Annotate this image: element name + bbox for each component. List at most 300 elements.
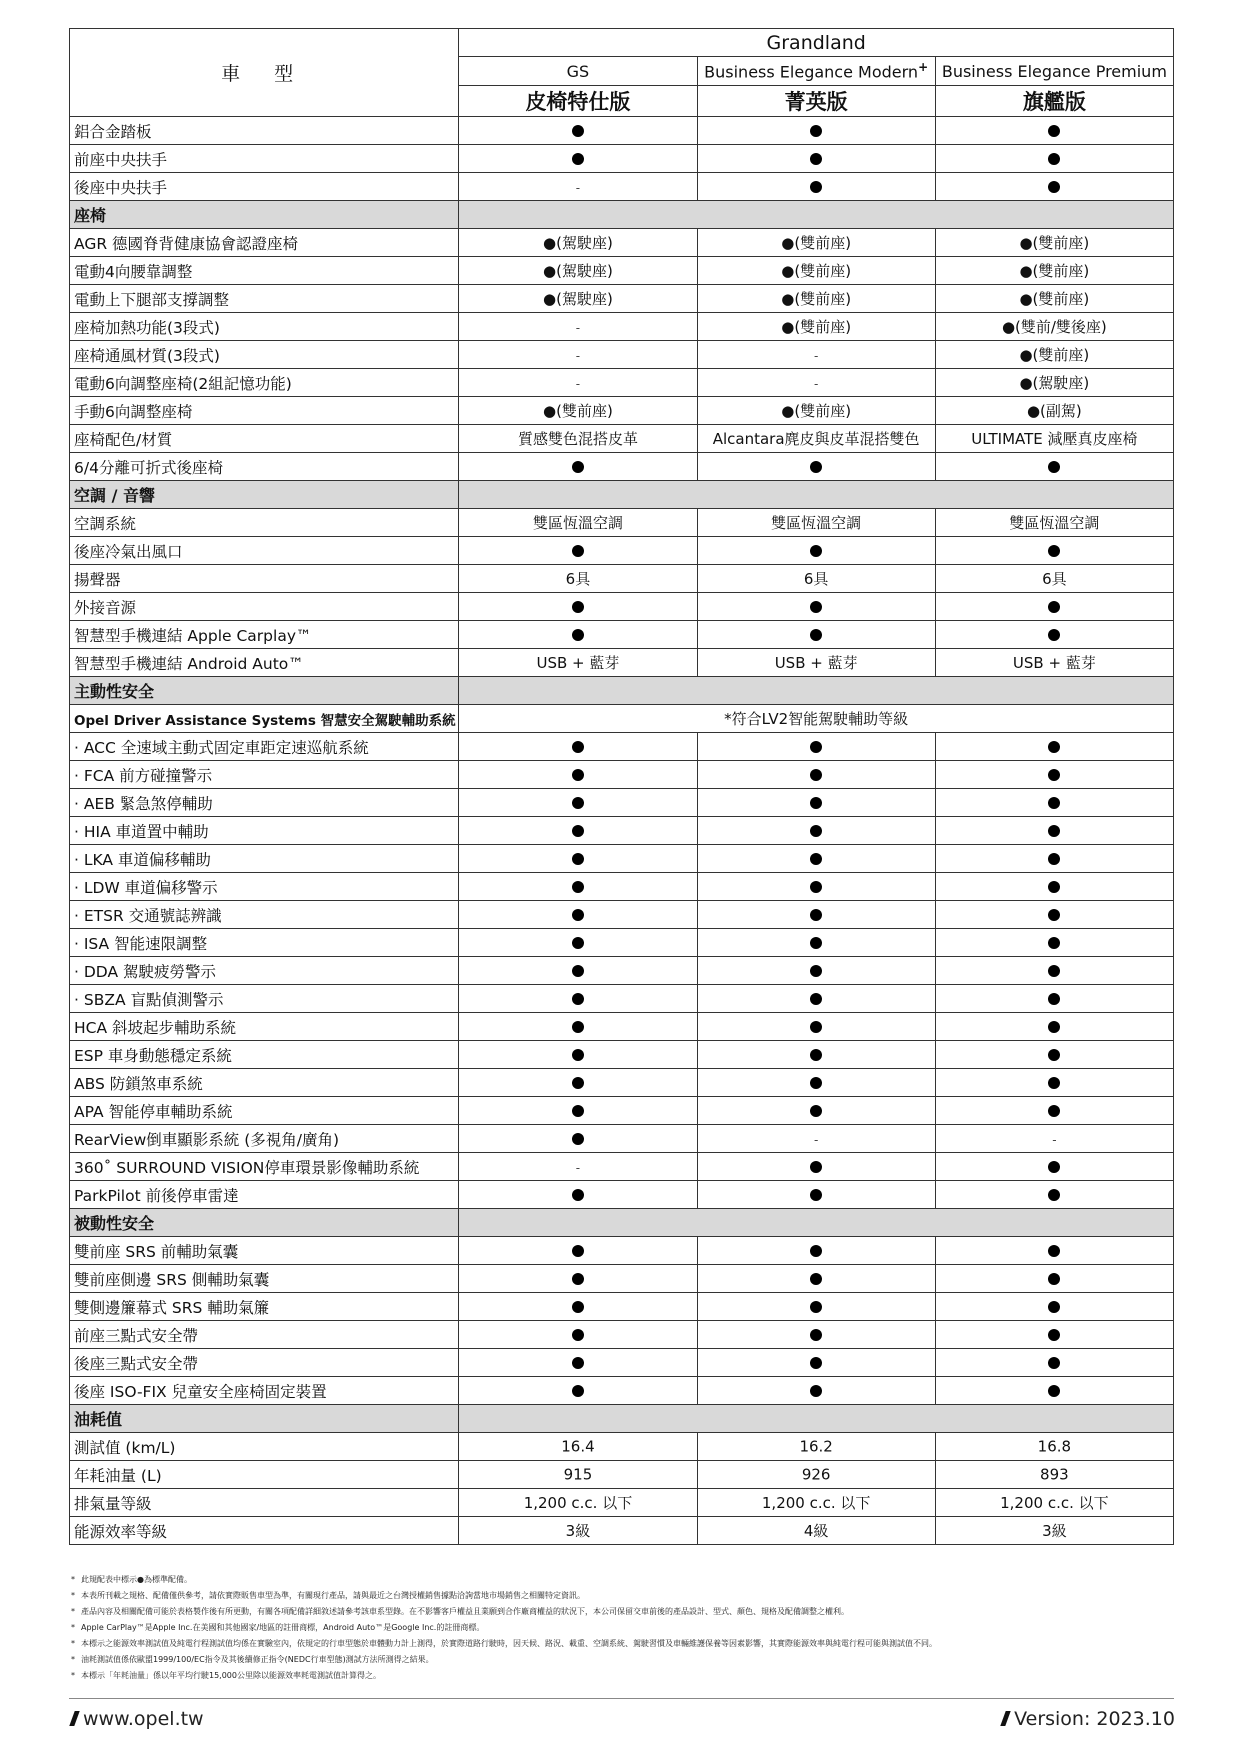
- standard-dot-icon: [1048, 797, 1060, 809]
- feature-value: [697, 1349, 935, 1377]
- standard-dot-icon: [810, 461, 822, 473]
- feature-value: [697, 1181, 935, 1209]
- spec-row: [70, 1237, 1174, 1265]
- feature-value: [697, 229, 935, 257]
- feature-label: ESP 車身動態穩定系統: [70, 1041, 459, 1069]
- feature-value: [935, 873, 1173, 901]
- feature-value: [935, 1517, 1173, 1545]
- value-text: 1,200 c.c. 以下: [761, 1494, 871, 1512]
- spec-row: [70, 1433, 1174, 1461]
- trim-edition-gs: 皮椅特仕版: [459, 86, 697, 117]
- spec-row: [70, 649, 1174, 677]
- trim-edition-modern: 菁英版: [697, 86, 935, 117]
- standard-dot-icon: [572, 769, 584, 781]
- feature-value: [459, 873, 697, 901]
- feature-label: RearView倒車顯影系統 (多視角/廣角): [70, 1125, 459, 1153]
- feature-value: [697, 565, 935, 593]
- feature-value: [935, 817, 1173, 845]
- value-text: ●(雙前座): [543, 402, 613, 420]
- value-text: ●(雙前座): [1019, 346, 1090, 364]
- feature-label: ParkPilot 前後停車雷達: [70, 1181, 459, 1209]
- standard-dot-icon: [810, 965, 822, 977]
- spec-row: [70, 1349, 1174, 1377]
- feature-value: [935, 257, 1173, 285]
- spec-row: [70, 229, 1174, 257]
- feature-value: [697, 1321, 935, 1349]
- feature-value: [459, 593, 697, 621]
- spec-row: [70, 733, 1174, 761]
- standard-dot-icon: [810, 125, 822, 137]
- section-row: [70, 677, 1174, 705]
- feature-value: [459, 1461, 697, 1489]
- feature-value: [935, 453, 1173, 481]
- value-text: ●(駕駛座): [1019, 374, 1090, 392]
- feature-value: [459, 117, 697, 145]
- standard-dot-icon: [1048, 1161, 1060, 1173]
- standard-dot-icon: [572, 629, 584, 641]
- value-text: ●(雙前座): [781, 234, 852, 252]
- section-title: 被動性安全: [70, 1209, 459, 1237]
- feature-value: [697, 537, 935, 565]
- feature-value: [697, 1013, 935, 1041]
- feature-value: [935, 369, 1173, 397]
- feature-value: [697, 369, 935, 397]
- feature-value: [697, 817, 935, 845]
- feature-value: [935, 593, 1173, 621]
- standard-dot-icon: [572, 1021, 584, 1033]
- standard-dot-icon: [572, 937, 584, 949]
- value-text: 16.8: [1037, 1437, 1072, 1456]
- feature-label: 360˚ SURROUND VISION停車環景影像輔助系統: [70, 1153, 459, 1181]
- spec-row: [70, 901, 1174, 929]
- feature-value: [697, 313, 935, 341]
- not-available-dash: -: [575, 180, 581, 195]
- feature-value: [459, 1013, 697, 1041]
- standard-dot-icon: [810, 181, 822, 193]
- standard-dot-icon: [572, 1077, 584, 1089]
- feature-value: [935, 425, 1173, 453]
- standard-dot-icon: [810, 881, 822, 893]
- value-text: ●(雙前座): [781, 318, 852, 336]
- feature-value: [697, 285, 935, 313]
- feature-value: [697, 117, 935, 145]
- value-text: 16.4: [561, 1437, 595, 1456]
- footnote-item: * 此規配表中標示●為標準配備。: [69, 1572, 1174, 1588]
- standard-dot-icon: [1048, 1077, 1060, 1089]
- feature-value: [697, 1377, 935, 1405]
- feature-value: [697, 593, 935, 621]
- standard-dot-icon: [1048, 1105, 1060, 1117]
- feature-value: [935, 845, 1173, 873]
- footer-divider: [69, 1698, 1174, 1699]
- feature-value: [935, 929, 1173, 957]
- standard-dot-icon: [572, 1273, 584, 1285]
- feature-value: [935, 957, 1173, 985]
- feature-value: [935, 1237, 1173, 1265]
- standard-dot-icon: [1048, 769, 1060, 781]
- standard-dot-icon: [572, 993, 584, 1005]
- standard-dot-icon: [1048, 1189, 1060, 1201]
- feature-value: [459, 733, 697, 761]
- standard-dot-icon: [810, 1273, 822, 1285]
- feature-value: [459, 1293, 697, 1321]
- standard-dot-icon: [572, 853, 584, 865]
- standard-dot-icon: [572, 125, 584, 137]
- feature-label: 雙前座側邊 SRS 側輔助氣囊: [70, 1265, 459, 1293]
- standard-dot-icon: [572, 1357, 584, 1369]
- standard-dot-icon: [810, 853, 822, 865]
- standard-dot-icon: [810, 769, 822, 781]
- section-fill: [459, 1405, 1174, 1433]
- standard-dot-icon: [572, 741, 584, 753]
- value-text: ●(雙前座): [781, 290, 852, 308]
- spec-row: [70, 817, 1174, 845]
- value-text: 915: [563, 1465, 593, 1484]
- feature-value: [459, 817, 697, 845]
- standard-dot-icon: [1048, 629, 1060, 641]
- feature-label: HCA 斜坡起步輔助系統: [70, 1013, 459, 1041]
- spec-row: [70, 257, 1174, 285]
- spec-row: [70, 929, 1174, 957]
- section-title: 座椅: [70, 201, 459, 229]
- standard-dot-icon: [1048, 1021, 1060, 1033]
- spec-row: [70, 1265, 1174, 1293]
- slash-icon: [69, 1711, 79, 1726]
- feature-value: [935, 649, 1173, 677]
- value-text: 雙區恆溫空調: [532, 514, 623, 532]
- feature-value: [697, 845, 935, 873]
- standard-dot-icon: [810, 545, 822, 557]
- feature-label: 鋁合金踏板: [70, 117, 459, 145]
- standard-dot-icon: [1048, 937, 1060, 949]
- footer-version: [1003, 1708, 1175, 1730]
- feature-value: [697, 397, 935, 425]
- feature-label: · ISA 智能速限調整: [70, 929, 459, 957]
- spec-row: [70, 117, 1174, 145]
- spec-row: [70, 509, 1174, 537]
- standard-dot-icon: [810, 1189, 822, 1201]
- spec-row: [70, 313, 1174, 341]
- feature-label: AGR 德國脊背健康協會認證座椅: [70, 229, 459, 257]
- spec-table: [69, 28, 1174, 1545]
- feature-value: [697, 1069, 935, 1097]
- feature-value: [697, 1097, 935, 1125]
- feature-value: [459, 313, 697, 341]
- version-text: Version: 2023.10: [1014, 1708, 1175, 1730]
- trim-name-premium: Business Elegance Premium: [935, 57, 1173, 86]
- standard-dot-icon: [810, 1049, 822, 1061]
- feature-label: APA 智能停車輔助系統: [70, 1097, 459, 1125]
- value-text: 雙區恆溫空調: [771, 514, 862, 532]
- standard-dot-icon: [572, 1385, 584, 1397]
- section-row: [70, 1405, 1174, 1433]
- standard-dot-icon: [1048, 545, 1060, 557]
- value-text: ●(雙前座): [1019, 290, 1090, 308]
- spec-row: [70, 397, 1174, 425]
- feature-value: [935, 565, 1173, 593]
- spec-row: [70, 1125, 1174, 1153]
- feature-value: [697, 257, 935, 285]
- feature-value: [697, 929, 935, 957]
- feature-value: [935, 1153, 1173, 1181]
- feature-value: [697, 1041, 935, 1069]
- feature-value: [697, 1517, 935, 1545]
- feature-value: [697, 957, 935, 985]
- value-text: 893: [1040, 1465, 1069, 1484]
- standard-dot-icon: [572, 545, 584, 557]
- value-text: 質感雙色混搭皮革: [517, 430, 638, 448]
- slash-icon: [1000, 1711, 1010, 1726]
- feature-value: [935, 341, 1173, 369]
- feature-value: [459, 341, 697, 369]
- feature-label: 測試值 (km/L): [70, 1433, 459, 1461]
- feature-value: [697, 1489, 935, 1517]
- value-text: ULTIMATE 減壓真皮座椅: [971, 430, 1138, 448]
- not-available-dash: -: [813, 348, 819, 363]
- standard-dot-icon: [810, 937, 822, 949]
- model-header: 車 型: [70, 29, 459, 117]
- standard-dot-icon: [1048, 1329, 1060, 1341]
- trim-edition-premium: 旗艦版: [935, 86, 1173, 117]
- value-text: ●(雙前座): [781, 402, 852, 420]
- feature-value: [459, 621, 697, 649]
- standard-dot-icon: [810, 825, 822, 837]
- feature-value: [697, 1433, 935, 1461]
- not-available-dash: -: [1052, 1132, 1057, 1147]
- section-row: [70, 201, 1174, 229]
- feature-label: 電動6向調整座椅(2組記憶功能): [70, 369, 459, 397]
- standard-dot-icon: [810, 629, 822, 641]
- value-text: 16.2: [799, 1437, 833, 1456]
- feature-value: [697, 425, 935, 453]
- not-available-dash: -: [575, 320, 581, 335]
- standard-dot-icon: [810, 909, 822, 921]
- feature-value: [459, 1433, 697, 1461]
- feature-value: [459, 1377, 697, 1405]
- standard-dot-icon: [1048, 741, 1060, 753]
- feature-value: [459, 1517, 697, 1545]
- feature-label: 電動4向腰靠調整: [70, 257, 459, 285]
- feature-label: 電動上下腿部支撐調整: [70, 285, 459, 313]
- feature-label: 後座三點式安全帶: [70, 1349, 459, 1377]
- feature-value: [935, 313, 1173, 341]
- feature-value: [459, 789, 697, 817]
- feature-label: 後座中央扶手: [70, 173, 459, 201]
- value-text: ●(駕駛座): [543, 290, 613, 308]
- feature-value: [459, 845, 697, 873]
- feature-label: 後座冷氣出風口: [70, 537, 459, 565]
- feature-value: [697, 901, 935, 929]
- standard-dot-icon: [1048, 1385, 1060, 1397]
- brand-header: Grandland: [459, 29, 1174, 57]
- value-text: 4級: [803, 1522, 829, 1540]
- feature-label: · LDW 車道偏移警示: [70, 873, 459, 901]
- footnote-item: * 本標示之能源效率測試值及純電行程測試值均係在實驗室內，依規定的行車型態於車體動力計上測得，於實際道路行駛時，因天候、路況、載重、空調系統、駕駛習慣及車輛維護保養等因素影響，其實際能源效率與純電行程可能與測試值不同。: [69, 1636, 1174, 1652]
- feature-label: 智慧型手機連結 Android Auto™: [70, 649, 459, 677]
- feature-value: [459, 1041, 697, 1069]
- footer-website: [72, 1708, 204, 1730]
- not-available-dash: -: [813, 376, 819, 391]
- not-available-dash: -: [575, 348, 581, 363]
- spec-row: [70, 1461, 1174, 1489]
- standard-dot-icon: [810, 1021, 822, 1033]
- feature-label: · ETSR 交通號誌辨識: [70, 901, 459, 929]
- feature-value: [459, 1237, 697, 1265]
- section-fill: [459, 201, 1174, 229]
- feature-label: 座椅通風材質(3段式): [70, 341, 459, 369]
- feature-label: · SBZA 盲點偵測警示: [70, 985, 459, 1013]
- standard-dot-icon: [1048, 181, 1060, 193]
- feature-label: 空調系統: [70, 509, 459, 537]
- value-text: 3級: [1042, 1522, 1067, 1540]
- feature-value: [935, 285, 1173, 313]
- standard-dot-icon: [572, 153, 584, 165]
- feature-value: [935, 1013, 1173, 1041]
- spec-row: [70, 985, 1174, 1013]
- spec-row: [70, 1517, 1174, 1545]
- feature-label: 前座中央扶手: [70, 145, 459, 173]
- standard-dot-icon: [810, 741, 822, 753]
- value-text: USB + 藍芽: [536, 654, 620, 672]
- value-text: ●(雙前座): [781, 262, 852, 280]
- standard-dot-icon: [810, 1329, 822, 1341]
- feature-label: 手動6向調整座椅: [70, 397, 459, 425]
- value-text: USB + 藍芽: [1012, 654, 1096, 672]
- feature-value: [935, 397, 1173, 425]
- standard-dot-icon: [572, 909, 584, 921]
- feature-label: 排氣量等級: [70, 1489, 459, 1517]
- spec-row: [70, 1097, 1174, 1125]
- feature-label: 座椅加熱功能(3段式): [70, 313, 459, 341]
- value-text: 雙區恆溫空調: [1009, 514, 1100, 532]
- spec-row: [70, 1489, 1174, 1517]
- feature-value: [459, 257, 697, 285]
- section-title: 主動性安全: [70, 677, 459, 705]
- spec-row: [70, 593, 1174, 621]
- footnote-item: * 本表所刊載之規格、配備僅供參考，請依實際販售車型為準，有關現行產品，請與最近之台灣授權銷售據點洽詢當地市場銷售之相關特定資訊。: [69, 1588, 1174, 1604]
- feature-value: [697, 761, 935, 789]
- feature-value: [697, 341, 935, 369]
- footnote-item: * Apple CarPlay™是Apple Inc.在美國和其他國家/地區的註冊商標，Android Auto™是Google Inc.的註冊商標。: [69, 1620, 1174, 1636]
- standard-dot-icon: [1048, 881, 1060, 893]
- feature-label: Opel Driver Assistance Systems 智慧安全駕駛輔助系統: [70, 705, 459, 733]
- feature-value: [459, 425, 697, 453]
- feature-value: [459, 761, 697, 789]
- standard-dot-icon: [1048, 125, 1060, 137]
- spec-row: [70, 705, 1174, 733]
- spec-row: [70, 789, 1174, 817]
- feature-value: [935, 1433, 1173, 1461]
- value-text: ●(副駕): [1026, 402, 1082, 420]
- feature-value: [935, 537, 1173, 565]
- feature-value: [935, 1069, 1173, 1097]
- standard-dot-icon: [572, 881, 584, 893]
- standard-dot-icon: [1048, 1245, 1060, 1257]
- feature-value: [697, 1293, 935, 1321]
- feature-value: [935, 229, 1173, 257]
- value-text: 926: [801, 1465, 831, 1484]
- feature-value: [459, 649, 697, 677]
- feature-value: [697, 509, 935, 537]
- feature-value: [697, 1237, 935, 1265]
- value-text: 1,200 c.c. 以下: [523, 1494, 633, 1512]
- feature-label: · LKA 車道偏移輔助: [70, 845, 459, 873]
- feature-value: [459, 397, 697, 425]
- feature-value: [459, 1349, 697, 1377]
- value-text: USB + 藍芽: [774, 654, 858, 672]
- feature-label: 雙前座 SRS 前輔助氣囊: [70, 1237, 459, 1265]
- spec-row: [70, 565, 1174, 593]
- feature-value: [459, 1181, 697, 1209]
- value-text: ●(雙前座): [1019, 262, 1090, 280]
- spec-row: [70, 173, 1174, 201]
- footnote-item: * 油耗測試值係依歐盟1999/100/EC指令及其後續修正指令(NEDC行車型態)測試方法所測得之結果。: [69, 1652, 1174, 1668]
- feature-value: [459, 1153, 697, 1181]
- standard-dot-icon: [572, 461, 584, 473]
- spec-row: [70, 369, 1174, 397]
- standard-dot-icon: [1048, 1301, 1060, 1313]
- feature-span-value: *符合LV2智能駕駛輔助等級: [459, 705, 1174, 733]
- feature-value: [697, 621, 935, 649]
- spec-row: [70, 1153, 1174, 1181]
- standard-dot-icon: [572, 1245, 584, 1257]
- spec-row: [70, 1013, 1174, 1041]
- feature-value: [935, 901, 1173, 929]
- feature-value: [459, 901, 697, 929]
- feature-value: [935, 761, 1173, 789]
- feature-value: [697, 145, 935, 173]
- spec-row: [70, 1041, 1174, 1069]
- standard-dot-icon: [810, 1161, 822, 1173]
- feature-value: [459, 145, 697, 173]
- spec-row: [70, 1293, 1174, 1321]
- standard-dot-icon: [1048, 1273, 1060, 1285]
- feature-label: 前座三點式安全帶: [70, 1321, 459, 1349]
- feature-value: [935, 1461, 1173, 1489]
- feature-value: [935, 509, 1173, 537]
- feature-value: [935, 1349, 1173, 1377]
- feature-value: [935, 1321, 1173, 1349]
- feature-value: [697, 1461, 935, 1489]
- standard-dot-icon: [1048, 853, 1060, 865]
- spec-row: [70, 621, 1174, 649]
- section-title: 油耗值: [70, 1405, 459, 1433]
- standard-dot-icon: [572, 601, 584, 613]
- spec-row: [70, 845, 1174, 873]
- feature-value: [459, 537, 697, 565]
- feature-value: [459, 173, 697, 201]
- feature-value: [459, 229, 697, 257]
- standard-dot-icon: [1048, 965, 1060, 977]
- feature-value: [697, 1265, 935, 1293]
- feature-value: [935, 985, 1173, 1013]
- standard-dot-icon: [1048, 825, 1060, 837]
- trim-name-modern: Business Elegance Modern+: [697, 57, 935, 86]
- feature-value: [697, 733, 935, 761]
- section-fill: [459, 481, 1174, 509]
- feature-value: [697, 1125, 935, 1153]
- feature-label: 座椅配色/材質: [70, 425, 459, 453]
- feature-value: [459, 369, 697, 397]
- spec-row: [70, 761, 1174, 789]
- feature-label: 能源效率等級: [70, 1517, 459, 1545]
- value-text: 6具: [803, 570, 829, 588]
- standard-dot-icon: [810, 797, 822, 809]
- value-text: 3級: [565, 1522, 591, 1540]
- standard-dot-icon: [810, 1301, 822, 1313]
- feature-value: [935, 145, 1173, 173]
- spec-row: [70, 145, 1174, 173]
